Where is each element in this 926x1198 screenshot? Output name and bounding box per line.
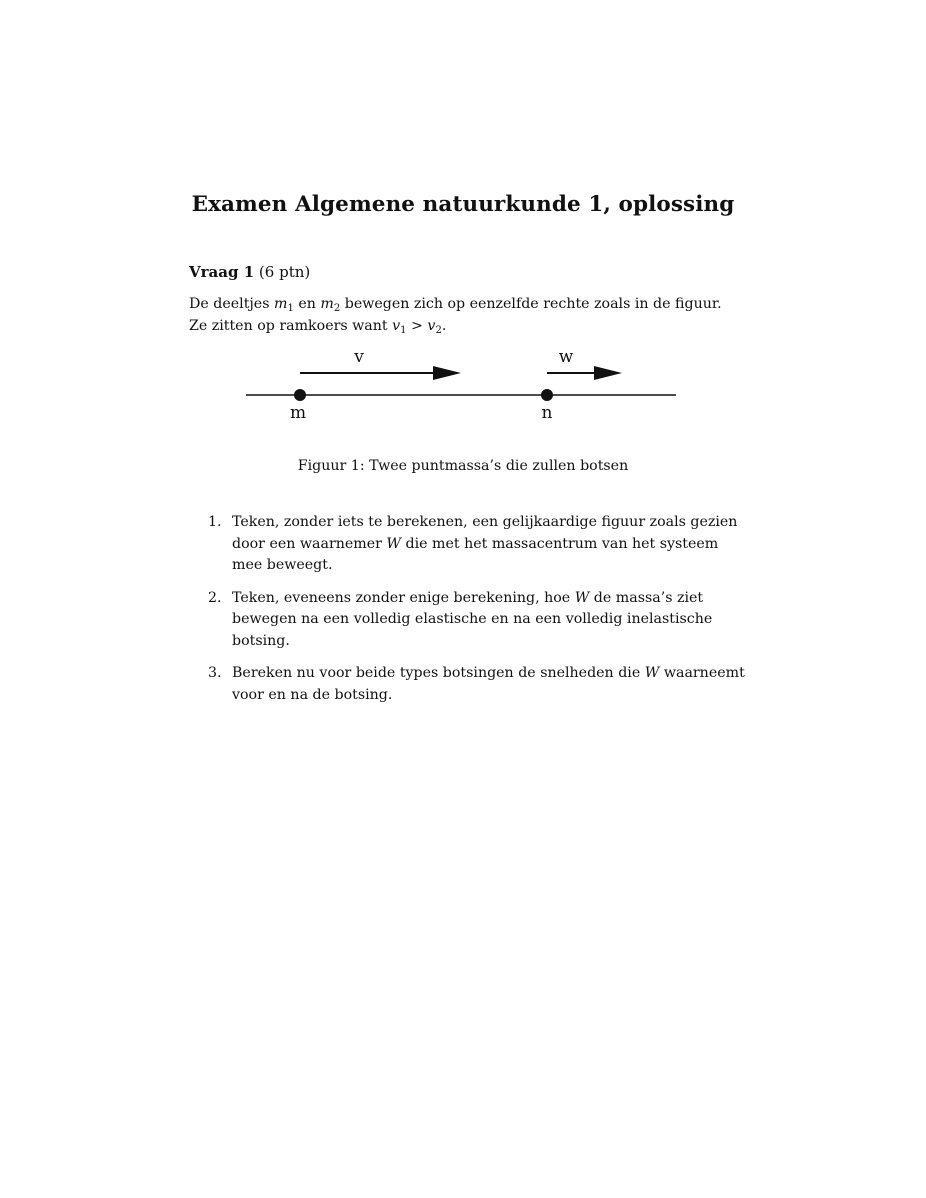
math-w: W [644, 665, 660, 681]
list-item-number: 3. [208, 665, 222, 681]
list-item [189, 663, 745, 706]
question-heading [189, 263, 310, 281]
mass-right-label: n [541, 403, 553, 423]
math-v1: v [392, 318, 401, 334]
math-v2: v [427, 318, 436, 334]
intro-line-1 [189, 293, 749, 315]
list-item-text: de massa’s ziet bewegen na een volledig elastische en na een volledig inelastische botsing. [232, 589, 713, 649]
question-list [189, 512, 745, 717]
list-item-text: Bereken nu voor beide types botsingen de snelheden die [232, 665, 645, 681]
mass-left-dot [294, 389, 306, 401]
velocity-right-label: w [558, 347, 574, 367]
list-item [189, 512, 745, 577]
mass-left-label: m [289, 403, 307, 423]
intro-text: bewegen zich op eenzelfde rechte zoals in de figuur. [340, 296, 722, 312]
math-gt: > [406, 318, 428, 334]
intro-text: Ze zitten op ramkoers want [189, 318, 393, 334]
intro-text: . [441, 318, 447, 334]
list-item-text: Teken, eveneens zonder enige berekening, hoe [232, 589, 575, 606]
math-m1-sub: 1 [287, 303, 294, 314]
list-item [189, 588, 745, 653]
intro-paragraph [189, 293, 749, 337]
math-w: W [574, 589, 590, 606]
math-m2: m [320, 296, 334, 312]
math-w: W [386, 535, 402, 552]
question-label: Vraag 1 [189, 263, 255, 281]
question-points: (6 ptn) [258, 263, 311, 281]
velocity-arrow-right-head [594, 366, 622, 380]
figure-svg [0, 0, 926, 520]
math-v2-sub: 2 [435, 325, 442, 336]
mass-right-dot [541, 389, 553, 401]
list-item-text: waarneemt voor en na de botsing. [232, 665, 745, 703]
figure-caption: Figuur 1: Twee puntmassa’s die zullen botsen [297, 458, 629, 474]
intro-text: en [293, 296, 321, 312]
math-m1: m [273, 296, 288, 312]
velocity-arrow-left-head [433, 366, 461, 380]
figure-collision [0, 0, 926, 520]
list-item-number: 1. [208, 514, 222, 530]
list-item-text: Teken, zonder iets te berekenen, een gelijkaardige figuur zoals gezien door een waarnemer [232, 514, 738, 552]
math-v1-sub: 1 [400, 325, 407, 336]
intro-line-2 [189, 315, 749, 337]
list-item-number: 2. [208, 589, 222, 606]
page-title: Examen Algemene natuurkunde 1, oplossing [191, 192, 735, 217]
velocity-left-label: v [354, 347, 364, 367]
math-m2-sub: 2 [333, 303, 341, 314]
intro-text: De deeltjes [189, 296, 274, 312]
list-item-text: die met het massacentrum van het systeem mee beweegt. [232, 535, 719, 573]
